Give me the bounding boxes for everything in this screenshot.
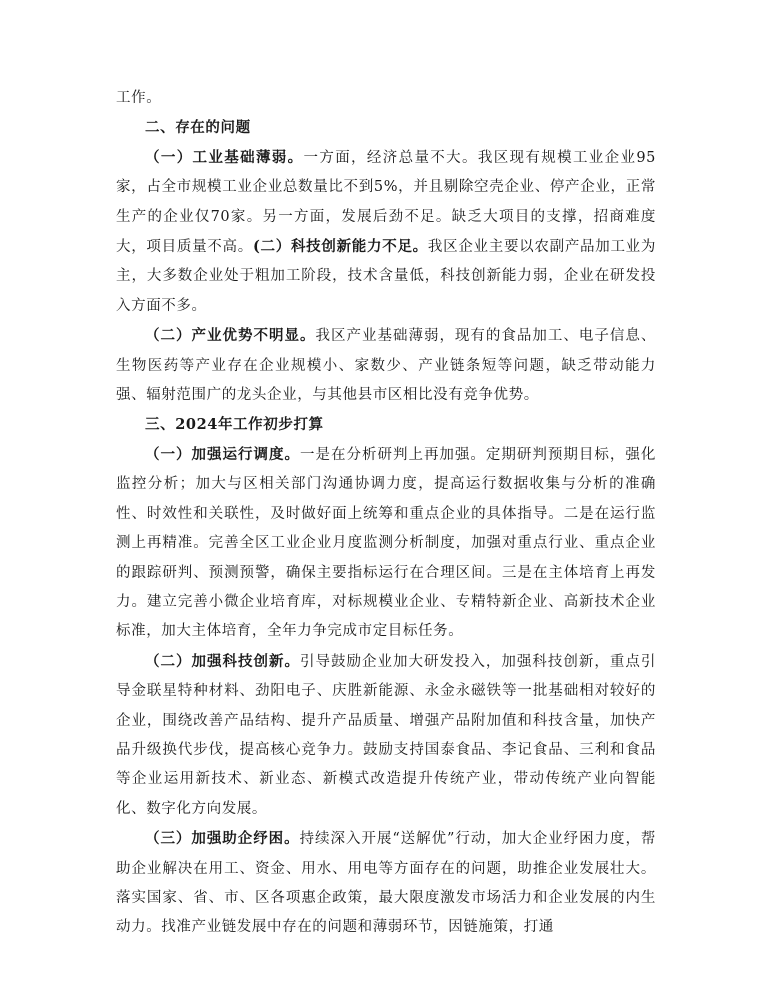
paragraph-body: 我区产业基础薄弱，现有的食品加工、电子信息、生物医药等产业存在企业规模小、家数少、产业链条短等问题，缺乏带动能力强、辐射范围广的龙头企业，与其他县市区相比没有竞争优势。	[116, 328, 656, 404]
section-heading-problems: 二、存在的问题	[145, 119, 251, 137]
paragraph-industrial-base	[116, 143, 656, 321]
paragraph-industry-advantage	[116, 321, 656, 410]
paragraph-lead: （三）加强助企纾困。	[145, 830, 300, 848]
paragraph-body: 一是在分析研判上再加强。定期研判预期目标，强化监控分析；加大与区相关部门沟通协调力度，提高运行数据收集与分析的准确性、时效性和关联性，及时做好面上统筹和重点企业的具体指导。二是在运行监测上再精准。完善全区工业企业月度监测分析制度，加强对重点行业、重点企业的跟踪研判、预测预警，确保主要指标运行在合理区间。三是在主体培育上再发力。建立完善小微企业培育库，对标规模业企业、专精特新企业、高新技术企业标准，加大主体培育，全年力争完成市定目标任务。	[116, 446, 656, 640]
paragraph-lead: （二）加强科技创新。	[145, 652, 300, 670]
paragraph-body: 引导鼓励企业加大研发投入，加强科技创新，重点引导金联星特种材料、劲阳电子、庆胜新能源、永金永磁铁等一批基础相对较好的企业，围绕改善产品结构、提升产品质量、增强产品附加值和科技含量，加快产品升级换代步伐，提高核心竞争力。鼓励支持国泰食品、李记食品、三利和食品等企业运用新技术、新业态、新模式改造提升传统产业，带动传统产业向智能化、数字化方向发展。	[116, 653, 656, 817]
paragraph-body: 一方面，经济总量不大。我区现有规模工业企业95家，占全市规模工业企业总数量比不到5%，并且剔除空壳企业、停产企业，正常生产的企业仅70家。另一方面，发展后劲不足。缺乏大项目的支撑，招商难度大，项目质量不高。	[116, 149, 656, 256]
paragraph-lead: （二）产业优势不明显。	[145, 327, 316, 345]
paragraph-body: 我区企业主要以农副产品加工业为主，大多数企业处于粗加工阶段，技术含量低，科技创新能力弱，企业在研发投入方面不多。	[116, 239, 657, 314]
paragraph-body: 持续深入开展“送解优”行动，加大企业纾困力度，帮助企业解决在用工、资金、用水、用电等方面存在的问题，助推企业发展壮大。落实国家、省、市、区各项惠企政策，最大限度激发市场活力和企业发展的内生动力。找准产业链发展中存在的问题和薄弱环节，因链施策，打通	[116, 831, 657, 936]
paragraph-operation-dispatch	[116, 440, 656, 647]
paragraph-enterprise-relief	[116, 824, 656, 943]
paragraph-lead: （一）工业基础薄弱。	[145, 148, 304, 166]
paragraph-lead: (二）科技创新能力不足。	[252, 238, 428, 256]
paragraph-lead: （一）加强运行调度。	[145, 445, 300, 463]
section-heading-plans: 三、2024年工作初步打算	[145, 416, 324, 434]
continuation-text: 工作。	[116, 90, 162, 106]
paragraph-tech-innovation	[116, 647, 656, 824]
document-page	[116, 84, 656, 943]
